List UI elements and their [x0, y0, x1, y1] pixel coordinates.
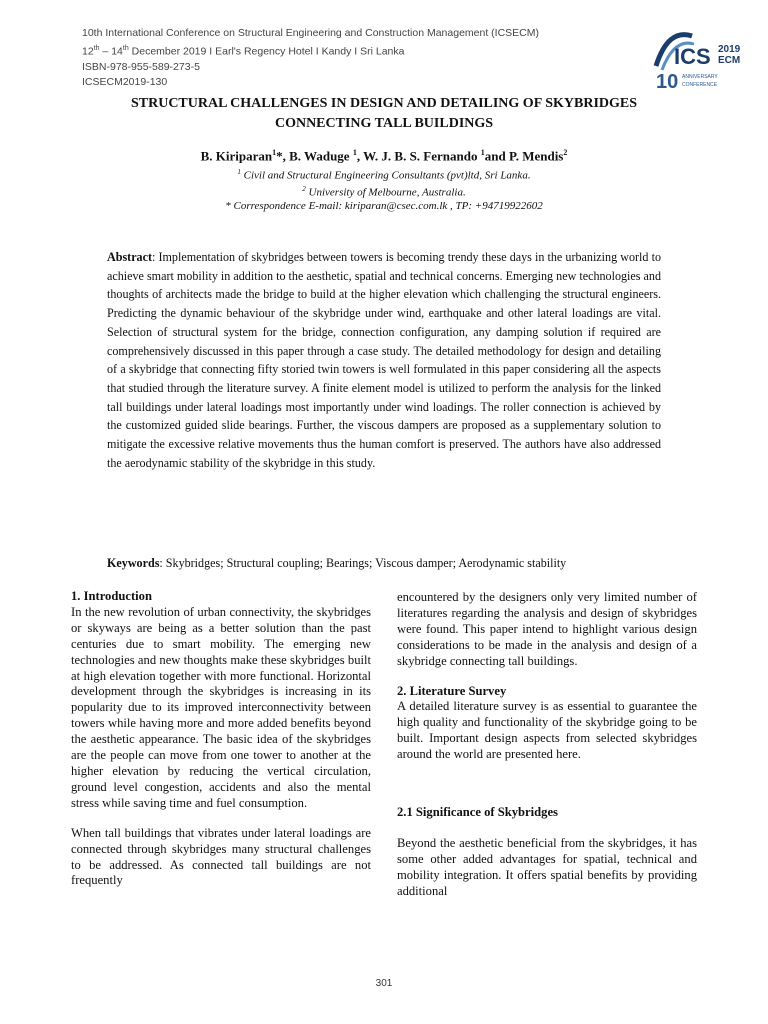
paragraph: Beyond the aesthetic beneficial from the skybridges, it has some other added advantages for spatial, technical and mobility integration. It offers spatial benefits by providing additional — [397, 835, 697, 898]
right-column — [397, 590, 697, 900]
svg-text:10: 10 — [656, 71, 679, 92]
svg-text:ECM: ECM — [718, 55, 741, 66]
svg-text:ICS: ICS — [674, 44, 711, 69]
affiliation-1: $^1$ Civil and Structural Engineering Consultants (pvt)ltd, Sri Lanka. — [237, 168, 531, 182]
abstract-text: : Implementation of skybridges between towers is becoming trendy these days in the urbanizing world to achieve smart mobility in addition to the aesthetic, spatial and technical concerns. Emerging new technologies and thoughts of architects made the bridge to build at the higher elevation which challenging the structural engineers. Predicting the dynamic behaviour of the skybridge under wind, earthquake and other lateral loadings are vital. Selection of structural system for the bridge, connection configuration, any damping solution if required are comprehensively discussed in this paper through a case study. The detailed methodology for design and detailing of a skybridge that connecting fifty storied twin towers is well formulated in this paper considering all the aspects that studied through the literature survey. A finite element model is utilized to perform the analysis for the linked tall buildings under lateral loadings most importantly under wind loadings. The roller connection is achieved by the customized guided slide bearings. Further, the viscous dampers are proposed as a supplementary solution to mitigate the excessive relative movements thus the human comfort is preserved. The authors have also addressed the aerodynamic stability of the skybridge in this study. — [107, 250, 661, 470]
section-heading-literature-survey: 2. Literature Survey — [397, 683, 507, 698]
isbn: ISBN-978-955-589-273-5 — [82, 60, 200, 73]
keywords — [107, 556, 707, 571]
paragraph: When tall buildings that vibrates under lateral loadings are connected through skybridges many structural challenges to be addressed. As connected tall buildings are not frequently — [71, 825, 371, 888]
title-line-2: CONNECTING TALL BUILDINGS — [274, 116, 494, 131]
keywords-label: Keywords — [107, 556, 160, 570]
paragraph: In the new revolution of urban connectivity, the skybridges or skyways are being as a better solution than the past centuries due to smart mobility. The emerging new technologies and new thoughts make these skybridges built at high elevation together with more functional. Horizontal development through the skybridges is increasing in its popularity due to its improved interconnectivity between towers while having more and more added benefits beyond the aesthetic appearance. The basic idea of the skybridges are the people can move from one tower to another at the higher elevation by reducing the vertical circulation, ground level congestion, accidents and also the mental stress while saving time and fuel consumption. — [71, 604, 371, 810]
section-heading-significance: 2.1 Significance of Skybridges — [397, 805, 558, 820]
correspondence: * Correspondence E-mail: kiriparan@csec.com.lk , TP: +94719922602 — [225, 200, 543, 212]
paper-title — [60, 94, 708, 134]
abstract-label: Abstract — [107, 250, 153, 264]
left-column — [71, 589, 371, 889]
conference-dates-venue: 12th – 14th December 2019 I Earl's Regency Hotel I Kandy I Sri Lanka — [82, 45, 405, 58]
svg-text:ANNIVERSARY: ANNIVERSARY — [682, 74, 718, 80]
section-heading-introduction: 1. Introduction — [71, 589, 152, 603]
affiliation-2: $^2$ University of Melbourne, Australia. — [302, 185, 466, 199]
conference-logo — [652, 26, 748, 92]
svg-text:CONFERENCE: CONFERENCE — [682, 82, 718, 88]
paragraph: encountered by the designers only very limited number of literatures regarding the analysis and design of skybridges were found. This paper intend to highlight various design considerations to be made in the analysis and design of a skybridge connecting tall buildings. — [397, 590, 697, 668]
conference-title: 10th International Conference on Structural Engineering and Construction Management (ICSECM) — [82, 27, 540, 39]
paper-id: ICSECM2019-130 — [82, 75, 168, 88]
page-number: 301 — [375, 978, 393, 989]
paragraph: A detailed literature survey is as essential to guarantee the high quality and functionality of the skybridge going to be built. Important design aspects from selected skybridges around the world are presented here. — [397, 699, 697, 762]
keywords-text: : Skybridges; Structural coupling; Bearings; Viscous damper; Aerodynamic stability — [159, 556, 567, 570]
conference-header — [82, 26, 539, 90]
title-line-1: STRUCTURAL CHALLENGES IN DESIGN AND DETAILING OF SKYBRIDGES — [130, 96, 638, 111]
abstract — [107, 248, 661, 472]
svg-text:2019: 2019 — [718, 44, 741, 55]
author-list: B. Kiriparan$^1$*, B. Waduge $^1$, W. J. B. S. Fernando $^1$and P. Mendis$^2$ — [200, 148, 568, 164]
